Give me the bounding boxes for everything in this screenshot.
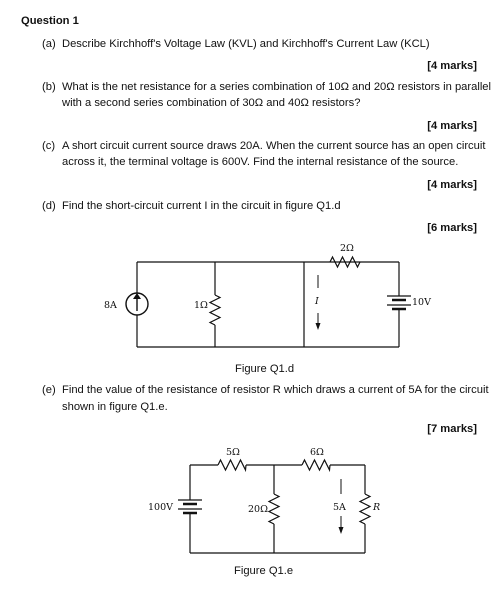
part-c-marks: [4 marks]	[427, 179, 477, 191]
part-b-label: (b)	[42, 81, 56, 93]
resistor-r-label: R	[373, 502, 381, 513]
battery-10v-symbol	[387, 296, 411, 312]
resistor-5ohm-label: 5Ω	[226, 447, 240, 458]
part-d-marks: [6 marks]	[427, 222, 477, 234]
part-b-line2: with a second series combination of 30Ω and 40Ω resistors?	[62, 97, 361, 109]
part-c-label: (c)	[42, 140, 56, 152]
battery-100v-label: 100V	[148, 502, 173, 513]
resistor-6ohm-symbol	[302, 460, 330, 470]
figure-q1e-caption: Figure Q1.e	[234, 565, 294, 577]
part-e-line2: shown in figure Q1.e.	[62, 401, 168, 413]
part-d-label: (d)	[42, 200, 56, 212]
current-source-symbol	[126, 293, 148, 315]
resistor-20ohm-label: 20Ω	[248, 504, 268, 515]
part-e-marks: [7 marks]	[427, 423, 477, 435]
part-a-text: Describe Kirchhoff's Voltage Law (KVL) and Kirchhoff's Current Law (KCL)	[62, 38, 430, 50]
part-c-line1: A short circuit current source draws 20A. When the current source has an open circuit	[62, 140, 486, 152]
figure-q1d-caption: Figure Q1.d	[235, 363, 295, 375]
resistor-2ohm-symbol	[330, 257, 360, 267]
part-c-line2: across it, the terminal voltage is 600V. Find the internal resistance of the source.	[62, 156, 459, 168]
resistor-1ohm-label: 1Ω	[194, 300, 208, 311]
source-8a-label: 8A	[104, 300, 117, 311]
resistor-r-symbol	[360, 494, 370, 524]
part-a-label: (a)	[42, 38, 56, 50]
part-b-marks: [4 marks]	[427, 120, 477, 132]
resistor-6ohm-label: 6Ω	[310, 447, 324, 458]
resistor-20ohm-symbol	[269, 494, 279, 524]
question-title: Question 1	[21, 15, 79, 27]
current-i-label: I	[315, 296, 319, 307]
part-e-label: (e)	[42, 384, 56, 396]
part-b-line1: What is the net resistance for a series combination of 10Ω and 20Ω resistors in parallel	[62, 81, 492, 93]
resistor-5ohm-symbol	[218, 460, 246, 470]
resistor-1ohm-symbol	[210, 295, 220, 325]
current-5a-label: 5A	[333, 502, 346, 513]
part-a-marks: [4 marks]	[427, 60, 477, 72]
resistor-2ohm-label: 2Ω	[340, 243, 354, 254]
part-d-text: Find the short-circuit current I in the circuit in figure Q1.d	[62, 200, 341, 212]
part-e-line1: Find the value of the resistance of resistor R which draws a current of 5A for the circuit	[62, 384, 489, 396]
battery-10v-label: 10V	[412, 297, 431, 308]
battery-100v-symbol	[178, 500, 202, 513]
